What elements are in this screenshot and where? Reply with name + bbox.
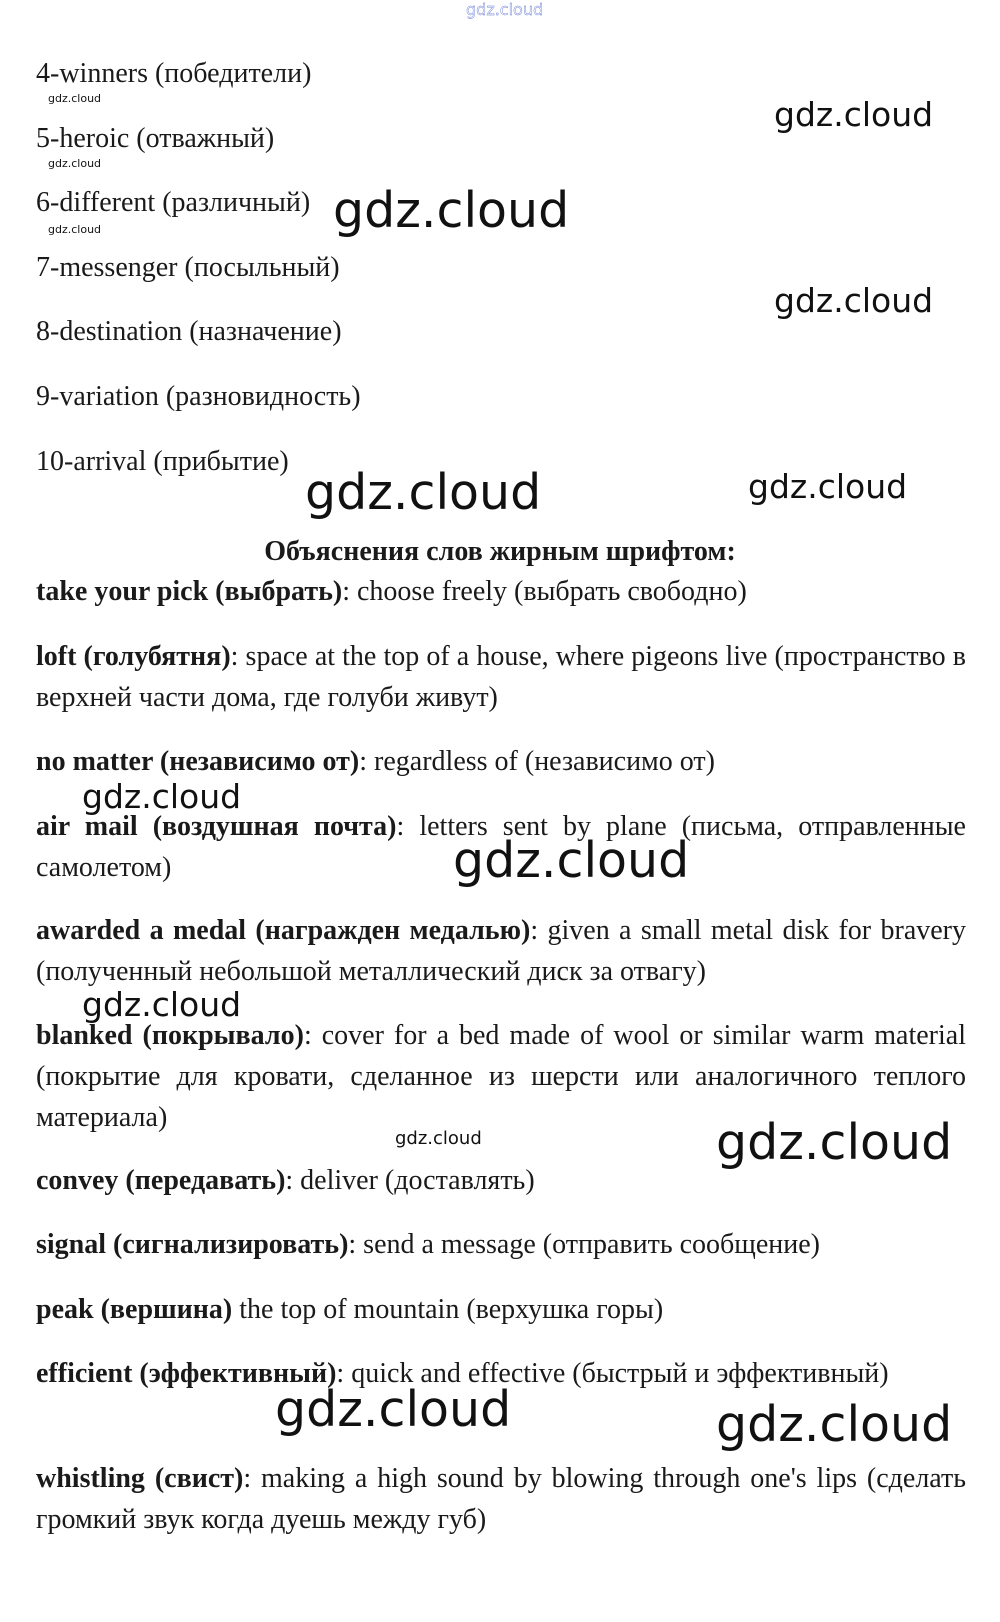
watermark: gdz.cloud — [82, 777, 242, 816]
answer-item: 9-variation (разновидность) — [36, 381, 361, 412]
definition-text: : space at the top of a house, where pigeons live (пространство в верхней части дома, где голуби живут) — [36, 641, 966, 713]
definition-text: : making a high sound by blowing through one's lips (сделать громкий звук когда дуешь между губ) — [36, 1463, 967, 1535]
watermark: gdz.cloud — [716, 1396, 953, 1453]
answer-item: 7-messenger (посыльный) — [36, 252, 340, 283]
definition-item — [36, 1458, 966, 1540]
definition-term: efficient (эффективный) — [36, 1358, 337, 1389]
watermark: gdz.cloud — [716, 1114, 953, 1171]
definition-term: blanked (покрывало) — [36, 1020, 304, 1051]
section-heading: Объяснения слов жирным шрифтом: — [264, 536, 736, 567]
answer-item: 10-arrival (прибытие) — [36, 446, 289, 477]
definition-term: peak (вершина) — [36, 1294, 233, 1325]
watermark: gdz.cloud — [748, 467, 908, 506]
definition-term: whistling (свист) — [36, 1463, 244, 1494]
definition-item — [36, 1289, 966, 1330]
watermark: gdz.cloud — [82, 985, 242, 1024]
definition-term: convey (передавать) — [36, 1165, 286, 1196]
answer-item: 4-winners (победители) — [36, 58, 312, 89]
definition-text: : regardless of (независимо от) — [359, 746, 715, 777]
watermark: gdz.cloud — [774, 281, 934, 320]
watermark: gdz.cloud — [48, 92, 102, 105]
definition-term: take your pick (выбрать) — [36, 576, 343, 607]
definition-text: : choose freely (выбрать свободно) — [342, 576, 747, 607]
definition-text: : quick and effective (быстрый и эффективный) — [336, 1358, 889, 1389]
watermark: gdz.cloud — [48, 157, 102, 170]
definition-text: : send a message (отправить сообщение) — [348, 1229, 820, 1260]
answer-item: 8-destination (назначение) — [36, 316, 342, 347]
definition-item — [36, 741, 966, 782]
definition-term: loft (голубятня) — [36, 641, 231, 672]
definition-text: : given a small metal disk for bravery (полученный небольшой металлический диск за отвагу) — [36, 915, 966, 987]
definition-text: the top of mountain (верхушка горы) — [232, 1294, 664, 1325]
definition-text: : cover for a bed made of wool or similar warm material (покрытие для кровати, сделанное из шерсти или аналогичного теплого материала) — [36, 1020, 966, 1133]
watermark: gdz.cloud — [305, 464, 542, 521]
definition-item — [36, 636, 966, 718]
definition-term: awarded a medal (награжден медалью) — [36, 915, 531, 946]
definition-item — [36, 910, 966, 992]
watermark: gdz.cloud — [48, 223, 102, 236]
definition-text: : deliver (доставлять) — [285, 1165, 535, 1196]
watermark: gdz.cloud — [453, 832, 690, 889]
definition-item — [36, 571, 966, 612]
definition-term: no matter (независимо от) — [36, 746, 360, 777]
watermark: gdz.cloud — [395, 1128, 482, 1149]
definition-term: signal (сигнализировать) — [36, 1229, 349, 1260]
watermark: gdz.cloud — [774, 95, 934, 134]
definition-item — [36, 1224, 966, 1265]
definition-text: : letters sent by plane (письма, отправленные самолетом) — [36, 811, 966, 883]
watermark: gdz.cloud — [275, 1381, 512, 1438]
answer-item: 6-different (различный) — [36, 187, 311, 218]
definition-term: air mail (воздушная почта) — [36, 811, 397, 842]
watermark-top-logo: gdz.cloud — [466, 0, 544, 19]
answer-item: 5-heroic (отважный) — [36, 123, 275, 154]
watermark: gdz.cloud — [333, 182, 570, 239]
